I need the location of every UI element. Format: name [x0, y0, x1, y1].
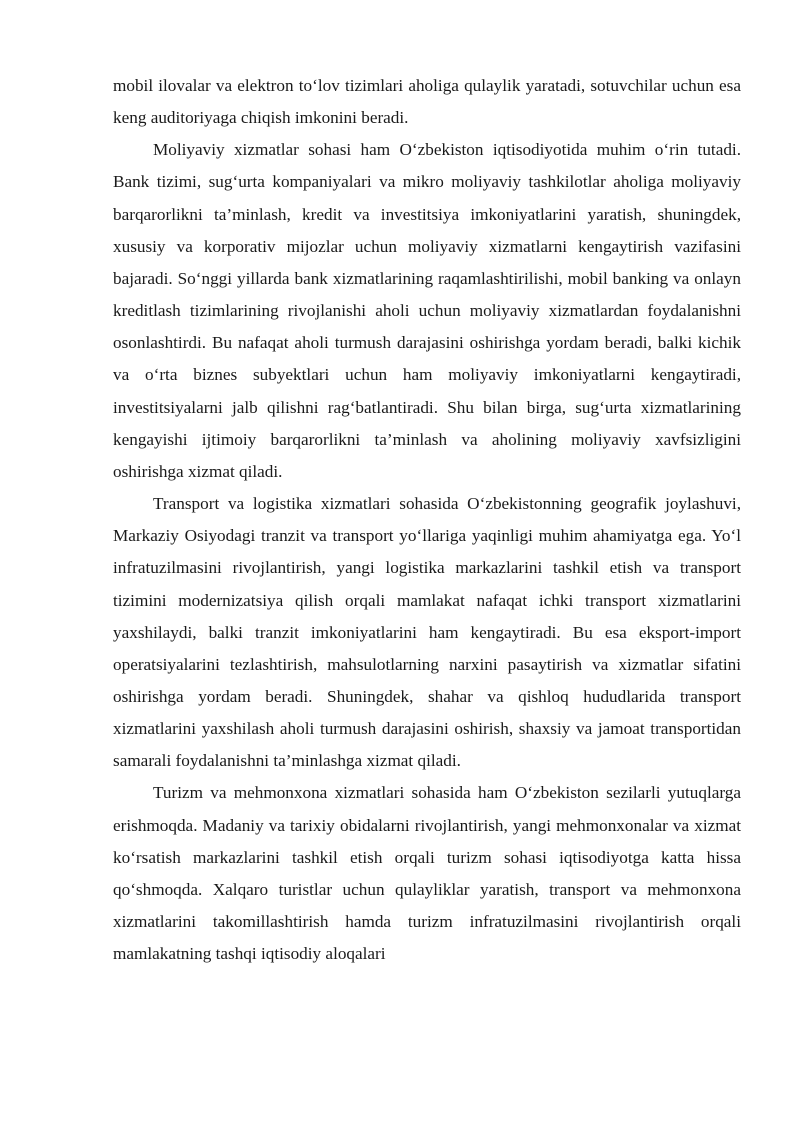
paragraph-intro-continuation: mobil ilovalar va elektron to‘lov tizimlari aholiga qulaylik yaratadi, sotuvchilar uchun esa keng auditoriyaga chiqish imkonini beradi. [113, 76, 741, 128]
paragraph-financial-services: Moliyaviy xizmatlar sohasi ham O‘zbekiston iqtisodiyotida muhim o‘rin tutadi. Bank tizimi, sug‘urta kompaniyalari va mikro moliyaviy tashkilotlar aholiga moliyaviy barqarorlikni ta’minlash, kredit va investitsiya imkoniyatlarini yaratish, shuningdek, xususiy va korporativ mijozlar uchun moliyaviy xizmatlarni kengaytirish vazifasini bajaradi. So‘nggi yillarda bank xizmatlarining raqamlashtirilishi, mobil banking va onlayn kreditlash tizimlarining rivojlanishi aholi uchun moliyaviy xizmatlardan foydalanishni osonlashtirdi. Bu nafaqat aholi turmush darajasini oshirishga yordam beradi, balki kichik va o‘rta biznes subyektlari uchun ham moliyaviy imkoniyatlarni kengaytiradi, investitsiyalarni jalb qilishni rag‘batlantiradi. Shu bilan birga, sug‘urta xizmatlarining kengayishi ijtimoiy barqarorlikni ta’minlash va aholining moliyaviy xavfsizligini oshirishga xizmat qiladi. [113, 140, 741, 481]
paragraph-tourism-hospitality: Turizm va mehmonxona xizmatlari sohasida ham O‘zbekiston sezilarli yutuqlarga erishmoqda. Madaniy va tarixiy obidalarni rivojlantirish, yangi mehmonxonalar va xizmat ko‘rsatish markazlarini tashkil etish orqali turizm sohasi iqtisodiyotga katta hissa qo‘shmoqda. Xalqaro turistlar uchun qulayliklar yaratish, transport va mehmonxona xizmatlarini takomillashtirish hamda turizm infratuzilmasini rivojlantirish orqali mamlakatning tashqi iqtisodiy aloqalari [113, 783, 741, 964]
paragraph-transport-logistics: Transport va logistika xizmatlari sohasida O‘zbekistonning geografik joylashuvi, Markaziy Osiyodagi tranzit va transport yo‘llariga yaqinligi muhim ahamiyatga ega. Yo‘l infratuzilmasini rivojlantirish, yangi logistika markazlarini tashkil etish va transport tizimini modernizatsiya qilish orqali mamlakat nafaqat ichki transport xizmatlarini yaxshilaydi, balki tranzit imkoniyatlarini ham kengaytiradi. Bu esa eksport-import operatsiyalarini tezlashtirish, mahsulotlarning narxini pasaytirish va xizmatlar sifatini oshirishga yordam beradi. Shuningdek, shahar va qishloq hududlarida transport xizmatlarini yaxshilash aholi turmush darajasini oshirish, shaxsiy va jamoat transportidan samarali foydalanishni ta’minlashga xizmat qiladi. [113, 494, 741, 771]
document-page [113, 70, 741, 970]
